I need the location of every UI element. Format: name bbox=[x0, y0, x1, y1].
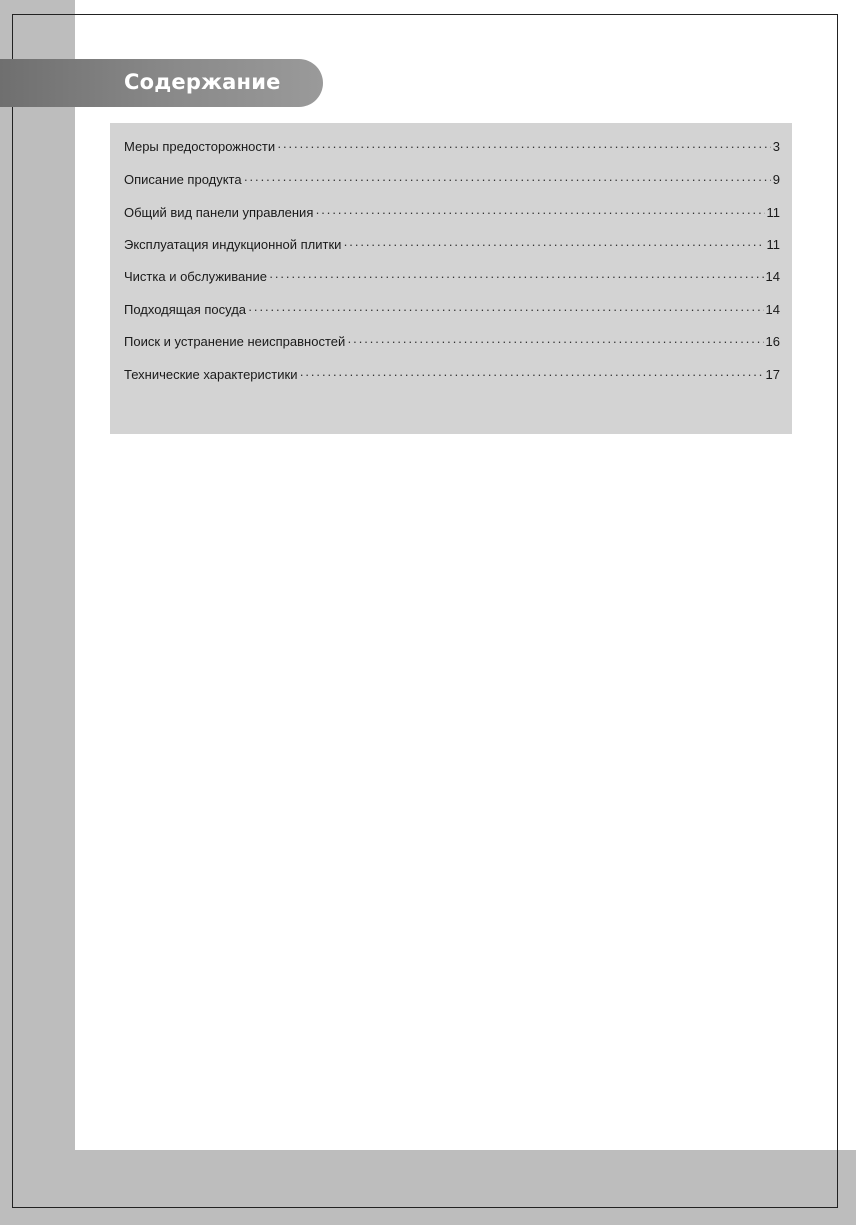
toc-entry-troubleshooting[interactable] bbox=[124, 332, 780, 352]
page-title: Содержание bbox=[124, 70, 281, 94]
toc-dot-leader bbox=[269, 267, 764, 287]
toc-entry-page: 11 bbox=[766, 205, 780, 220]
toc-dot-leader bbox=[277, 137, 771, 157]
toc-entry-page: 14 bbox=[765, 269, 780, 284]
toc-entry-label: Поиск и устранение неисправностей bbox=[124, 334, 346, 349]
toc-entry-label: Технические характеристики bbox=[124, 367, 298, 382]
toc-entry-specifications[interactable] bbox=[124, 365, 780, 385]
toc-entry-cleaning[interactable] bbox=[124, 267, 780, 287]
toc-entry-precautions[interactable] bbox=[124, 137, 780, 157]
toc-entry-label: Чистка и обслуживание bbox=[124, 269, 267, 284]
toc-dot-leader bbox=[299, 365, 763, 385]
toc-entry-label: Общий вид панели управления bbox=[124, 205, 314, 220]
toc-dot-leader bbox=[244, 170, 771, 190]
toc-entry-page: 17 bbox=[765, 367, 780, 382]
toc-dot-leader bbox=[343, 235, 764, 255]
toc-entry-page: 16 bbox=[765, 334, 780, 349]
toc-entry-product-description[interactable] bbox=[124, 170, 780, 190]
toc-entry-label: Эксплуатация индукционной плитки bbox=[124, 237, 342, 252]
toc-entry-control-panel[interactable] bbox=[124, 203, 780, 223]
toc-dot-leader bbox=[315, 203, 764, 223]
toc-entry-page: 11 bbox=[766, 237, 780, 252]
toc-entry-label: Меры предосторожности bbox=[124, 139, 276, 154]
toc-entry-page: 9 bbox=[772, 172, 780, 187]
toc-dot-leader bbox=[347, 332, 763, 352]
toc-entry-label: Подходящая посуда bbox=[124, 302, 247, 317]
toc-entry-page: 3 bbox=[772, 139, 780, 154]
table-of-contents bbox=[110, 123, 792, 434]
toc-entry-cookware[interactable] bbox=[124, 300, 780, 320]
toc-entry-page: 14 bbox=[765, 302, 780, 317]
toc-dot-leader bbox=[248, 300, 764, 320]
toc-entry-operation[interactable] bbox=[124, 235, 780, 255]
toc-entry-label: Описание продукта bbox=[124, 172, 242, 187]
